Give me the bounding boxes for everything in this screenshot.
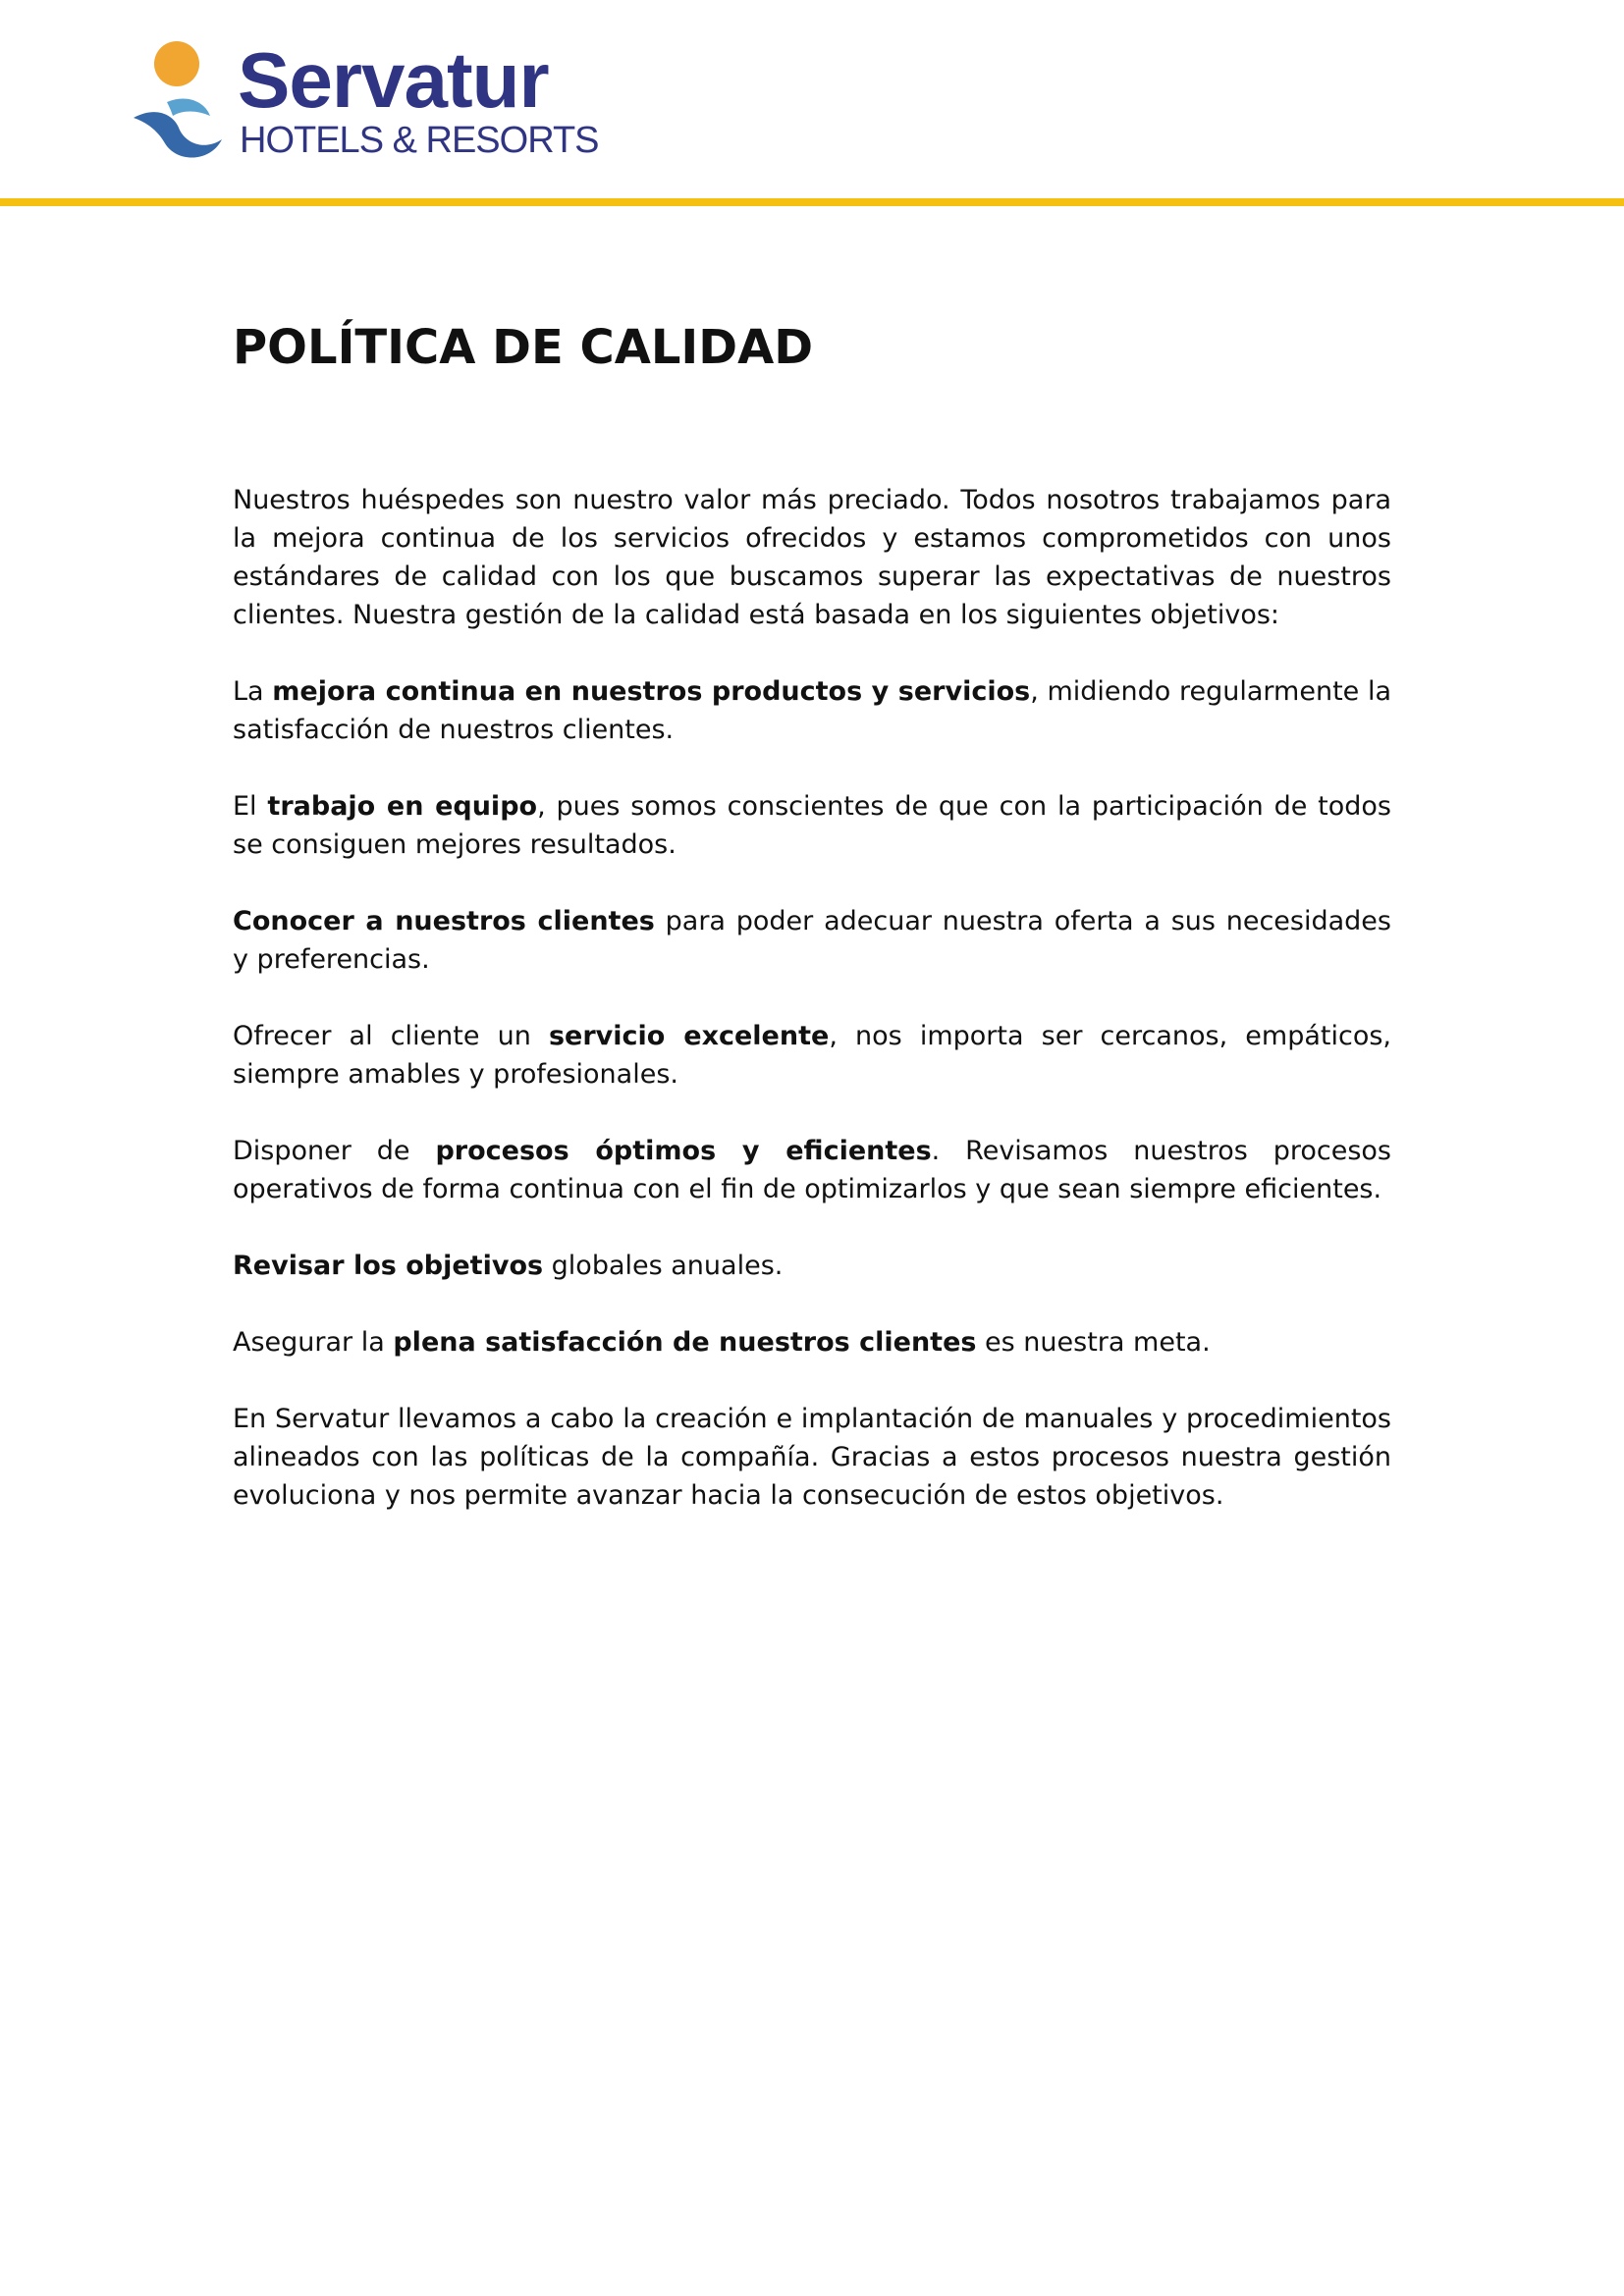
p7-after: es nuestra meta. <box>976 1327 1211 1358</box>
page-title: POLÍTICA DE CALIDAD <box>233 320 814 375</box>
objective-paragraph-excellent-service <box>233 1017 1391 1094</box>
closing-paragraph <box>233 1400 1391 1515</box>
p1-after: , midiendo regularmente la satisfacción de nuestros clientes. <box>233 676 1392 745</box>
p7-bold: plena satisfacción de nuestros clientes <box>393 1327 977 1358</box>
p2-bold: trabajo en equipo <box>267 791 538 822</box>
p3-bold: Conocer a nuestros clientes <box>233 906 655 936</box>
objective-paragraph-continuous-improvement <box>233 672 1391 749</box>
p5-after: . Revisamos nuestros procesos operativos de forma continua con el fin de optimizarlos y que sean siempre eficientes. <box>233 1136 1391 1204</box>
brand-name: Servatur <box>238 36 549 124</box>
policy-text <box>233 481 1391 1515</box>
p1-before: La <box>233 676 273 707</box>
header-divider <box>0 198 1624 206</box>
p5-bold: procesos óptimos y eficientes <box>435 1136 932 1166</box>
p4-bold: servicio excelente <box>548 1021 830 1051</box>
p4-before: Ofrecer al cliente un <box>233 1021 549 1051</box>
servatur-logo <box>128 36 599 169</box>
p6-after: globales anuales. <box>543 1251 784 1281</box>
intro-paragraph <box>233 481 1391 634</box>
p2-after: , pues somos conscientes de que con la participación de todos se consiguen mejores resultados. <box>233 791 1391 860</box>
p1-bold: mejora continua en nuestros productos y servicios <box>272 676 1031 707</box>
objective-paragraph-full-satisfaction <box>233 1323 1391 1362</box>
objective-paragraph-efficient-processes <box>233 1132 1391 1208</box>
p6-bold: Revisar los objetivos <box>233 1251 544 1281</box>
brand-tagline: HOTELS & RESORTS <box>240 120 599 161</box>
p5-before: Disponer de <box>233 1136 436 1166</box>
p4-after: , nos importa ser cercanos, empáticos, siempre amables y profesionales. <box>233 1021 1391 1090</box>
p7-before: Asegurar la <box>233 1327 394 1358</box>
sun-wave-logo-icon <box>128 41 226 159</box>
objective-paragraph-teamwork <box>233 787 1391 864</box>
document-body <box>233 320 1391 1553</box>
p2-before: El <box>233 791 268 822</box>
objective-paragraph-review-objectives <box>233 1247 1391 1285</box>
page-header <box>0 0 1624 202</box>
closing-text: En Servatur llevamos a cabo la creación e implantación de manuales y procedimientos alineados con las políticas de la compañía. Gracias a estos procesos nuestra gestión evoluciona y nos permite avanzar hacia la consecución de estos objetivos. <box>233 1404 1391 1511</box>
intro-text: Nuestros huéspedes son nuestro valor más preciado. Todos nosotros trabajamos para la mejora continua de los servicios ofrecidos y estamos comprometidos con unos estándares de calidad con los que buscamos superar las expectativas de nuestros clientes. Nuestra gestión de la calidad está basada en los siguientes objetivos: <box>233 485 1391 630</box>
objective-paragraph-know-clients <box>233 902 1391 979</box>
p3-after: para poder adecuar nuestra oferta a sus necesidades y preferencias. <box>233 906 1391 975</box>
